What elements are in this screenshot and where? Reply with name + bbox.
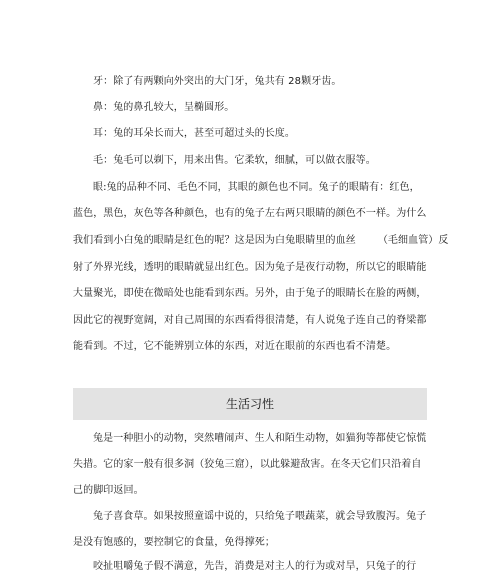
habits-paragraph-line: 己的脚印返回。 xyxy=(73,485,144,496)
eyes-line-part-b: （毛细血管）反 xyxy=(377,235,449,246)
eyes-paragraph-line: 射了外界光线，透明的眼睛就显出红色。因为兔子是夜行动物，所以它的眼睛能 xyxy=(73,262,427,273)
eyes-line-part-a: 我们看到小白兔的眼睛是红色的呢？这是因为白兔眼睛里的血丝 xyxy=(73,235,356,246)
eyes-paragraph-line xyxy=(73,235,449,247)
habits-paragraph-line: 咬扯咀嚼兔子假不满意，先告，消费是对主人的行为或对旱，只兔子的行 xyxy=(93,561,417,572)
ears-paragraph: 耳：兔的耳朵长而大，甚至可超过头的长度。 xyxy=(93,128,295,139)
fur-paragraph: 毛：兔毛可以剃下，用来出售。它柔软，细腻，可以做衣服等。 xyxy=(93,155,376,166)
section-header xyxy=(73,388,427,420)
habits-paragraph-line: 兔是一种胆小的动物，突然嘈闹声、生人和陌生动物，如猫狗等都使它惊慌 xyxy=(93,433,427,444)
eyes-paragraph-line: 因此它的视野宽阔，对自己周围的东西看得很清楚，有人说兔子连自己的脊梁都 xyxy=(73,315,427,326)
habits-paragraph-line: 是没有饱感的，要控制它的食量，免得撑死； xyxy=(73,537,275,548)
eyes-paragraph-line: 能看到。不过，它不能辨别立体的东西，对近在眼前的东西也看不清楚。 xyxy=(73,341,397,352)
section-title: 生活习性 xyxy=(225,397,274,411)
eyes-paragraph-line: 眼:兔的品种不同、毛色不同，其眼的颜色也不同。兔子的眼睛有：红色， xyxy=(93,182,420,193)
habits-paragraph-line: 兔子喜食草。如果按照童谣中说的，只给兔子喂蔬菜，就会导致腹泻。兔子 xyxy=(93,511,427,522)
eyes-paragraph-line: 蓝色，黑色，灰色等各种颜色，也有的兔子左右两只眼睛的颜色不一样。为什么 xyxy=(73,208,427,219)
nose-paragraph: 鼻：兔的鼻孔较大，呈椭圆形。 xyxy=(93,102,235,113)
habits-paragraph-line: 失措。它的家一般有很多洞（狡兔三窟），以此躲避敌害。在冬天它们只沿着自 xyxy=(73,459,422,470)
eyes-paragraph-line: 大量聚光，即使在微暗处也能看到东西。另外，由于兔子的眼睛长在脸的两侧， xyxy=(73,288,427,299)
teeth-paragraph: 牙：除了有两颗向外突出的大门牙，兔共有 28颗牙齿。 xyxy=(93,76,342,87)
